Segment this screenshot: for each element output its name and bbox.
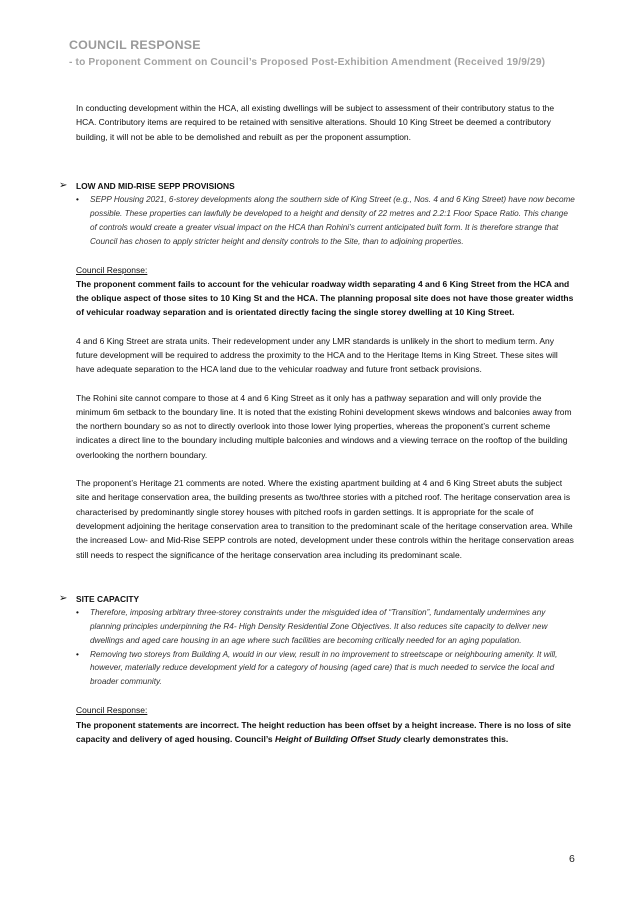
bullet-dot-icon: • — [76, 649, 79, 659]
document-body — [59, 101, 576, 746]
header-subtitle: - to Proponent Comment on Council’s Proposed Post-Exhibition Amendment (Received 19/9/29) — [69, 57, 546, 68]
council-response-text-start: The proponent statements are incorrect. The height reduction has been offset by a height increase. There is no loss of site capacity and delivery of aged housing. Council’s — [76, 719, 571, 744]
list-item — [76, 193, 576, 249]
header-title: COUNCIL RESPONSE — [69, 38, 201, 52]
council-response-text: The proponent comment fails to account for the vehicular roadway width separating 4 and 6 King Street from the HCA and the oblique aspect of those sites to 10 King St and the HCA. The planning proposal site does not have those greater widths of vehicular roadway separation and is orientated directly facing the single storey dwelling at 10 King Street. — [76, 278, 574, 318]
response-paragraph: The Rohini site cannot compare to those at 4 and 6 King Street as it only has a pathway separation and will only provide the minimum 6m setback to the boundary line. It is noted that the existing Rohini development skews windows and balconies away from the northern boundary so as not to directly overlook into those lower lying properties, whereas the proponent’s current scheme indicates a direct line to the boundary including multiple balconies and windows and a viewing terrace on the rooftop of the building overlooking the northern boundary. — [76, 392, 572, 460]
list-item — [76, 606, 576, 648]
page-number: 6 — [569, 853, 575, 865]
council-response-text-end: clearly demonstrates this. — [400, 733, 509, 744]
council-response-label: Council Response: — [76, 705, 148, 716]
bullet-dot-icon: • — [76, 194, 79, 204]
intro-paragraph: In conducting development within the HCA, all existing dwellings will be subject to assessment of their contributory status to the HCA. Contributory items are required to be retained with sensitive alterations. Should 10 King Street be deemed a contributory building, it will not be able to be demolished and rebuilt as per the proponent assumption. — [76, 103, 555, 142]
study-title: Height of Building Offset Study — [275, 733, 401, 744]
arrow-bullet-icon: ➢ — [59, 179, 68, 191]
response-paragraph: 4 and 6 King Street are strata units. Their redevelopment under any LMR standards is unlikely in the short to medium term. Any future development will be required to address the proximity to the HCA and to the Heritage Items in King Street. These sites will have adequate separation to the HCA land due to the vehicular roadway and future front setback provisions. — [76, 335, 558, 375]
document-header — [69, 38, 545, 70]
response-paragraph: The proponent’s Heritage 21 comments are noted. Where the existing apartment building at 4 and 6 King Street abuts the subject site and heritage conservation area, the building presents as two/three stories with a pitched roof. The heritage conservation area is characterised by predominantly single storey houses with pitched roofs in garden settings. It is appropriate for the scale of development adjoining the heritage conservation area to transition to the predominant scale of the heritage conservation area. While the increased Low- and Mid-Rise SEPP controls are noted, development under these controls within the heritage conservation areas still needs to respect the significance of the heritage conservation area including its predominant scale. — [76, 478, 574, 560]
list-item-text: Removing two storeys from Building A, would in our view, result in no improvement to streetscape or neighbouring amenity. It will, however, materially reduce development yield for a category of housing (aged care) that is much needed to service the local and broader community. — [90, 649, 558, 687]
council-response-label: Council Response: — [76, 264, 148, 275]
list-item — [76, 648, 576, 690]
list-item-text: SEPP Housing 2021, 6-storey developments along the southern side of King Street (e.g., Nos. 4 and 6 King Street) have now become possible. These properties can lawfully be developed to a height and density of 22 metres and 2.2:1 Floor Space Ratio. This change of controls would create a greater visual impact on the HCA than Rohini’s current anticipated built form. It is therefore strange that Council has chosen to apply stricter height and density controls to the Site, than to adjoining properties. — [90, 194, 575, 246]
section-heading-text: SITE CAPACITY — [76, 593, 140, 604]
bullet-list — [76, 193, 576, 249]
bullet-list — [76, 606, 576, 689]
bullet-dot-icon: • — [76, 607, 79, 617]
arrow-bullet-icon: ➢ — [59, 592, 68, 604]
council-response-text — [76, 718, 576, 747]
list-item-text: Therefore, imposing arbitrary three-storey constraints under the misguided idea of “Transition”, fundamentally undermines any planning principles underpinning the R4- High Density Residential Zone Objectives. It also reduces site capacity to deliver new dwellings and aged care housing in an age where such facilities are becoming critically needed for an aging population. — [90, 607, 548, 645]
section-heading-low-mid-rise — [59, 179, 576, 193]
section-heading-text: LOW AND MID-RISE SEPP PROVISIONS — [76, 180, 235, 191]
section-heading-site-capacity — [59, 592, 576, 606]
